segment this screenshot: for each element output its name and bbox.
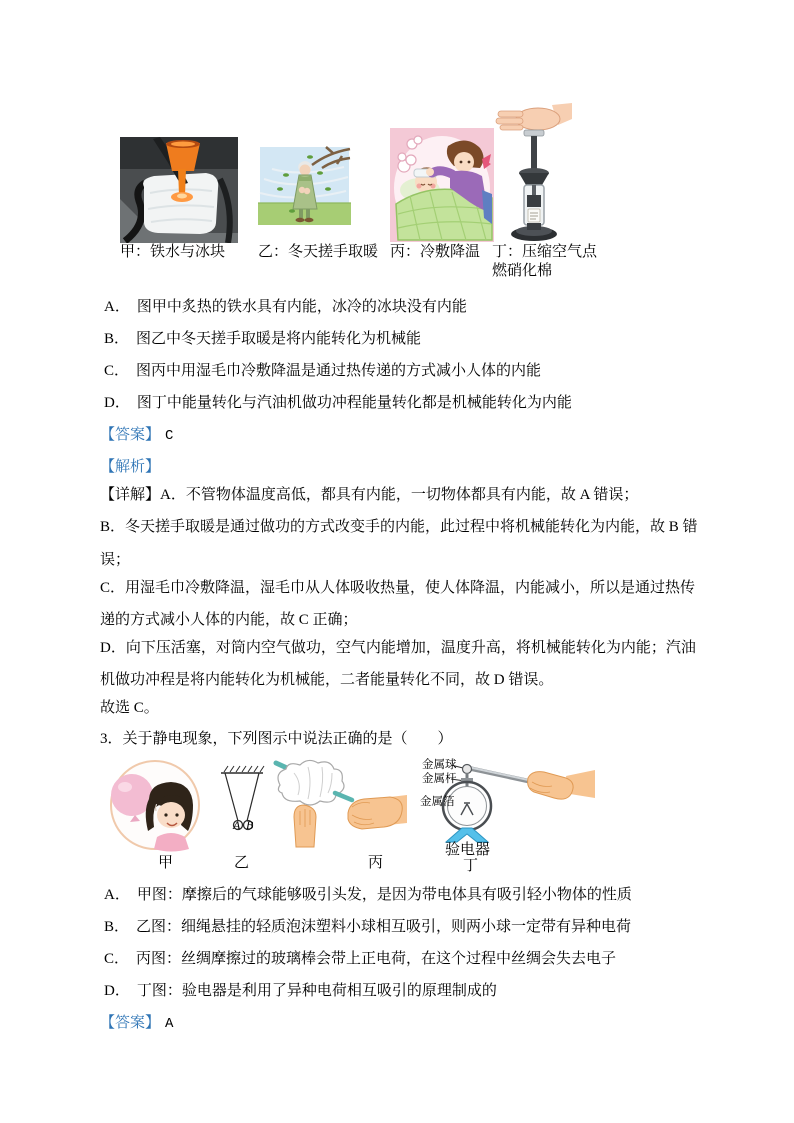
fire-syringe-icon: [492, 103, 572, 243]
q3-figure-label-bing: 丙: [368, 855, 384, 871]
q2-detail-line-6: D．向下压活塞，对筒内空气做功，空气内能增加，温度升高，将机械能转化为内能；汽油: [100, 640, 696, 656]
option-letter: A．: [104, 887, 130, 903]
option-text: 甲图：摩擦后的气球能够吸引头发，是因为带电体具有吸引轻小物体的性质: [136, 887, 632, 903]
option-letter: A．: [104, 299, 130, 315]
option-text: 图丁中能量转化与汽油机做功冲程能量转化都是机械能转化为内能: [136, 395, 572, 411]
q3-figure-label-ding: 丁: [463, 858, 479, 874]
question-number: 3．: [100, 731, 123, 747]
q2-option-c: [104, 361, 704, 381]
q2-figure-row: [100, 103, 694, 285]
figure-hanging-balls: [213, 761, 275, 837]
option-text: 丙图：丝绸摩擦过的玻璃棒会带上正电荷，在这个过程中丝绸会失去电子: [136, 951, 617, 967]
q3-option-b: [104, 917, 704, 937]
figure-electroscope: [420, 748, 595, 858]
electroscope-name-label: 验电器: [445, 842, 491, 858]
q2-option-a: [104, 297, 704, 317]
figure-rubbing-glass-rod: [272, 755, 407, 850]
figure-molten-iron-on-ice: [120, 137, 238, 243]
q2-option-d: [104, 393, 704, 413]
option-text: 丁图：验电器是利用了异种电荷相互吸引的原理制成的: [136, 983, 497, 999]
option-letter: D．: [104, 983, 130, 999]
option-text: 图甲中炙热的铁水具有内能，冰冷的冰块没有内能: [136, 299, 467, 315]
detail-label: 【详解】: [100, 487, 161, 503]
q3-stem: [100, 729, 700, 749]
cold-compress-cartoon-icon: [390, 128, 494, 242]
q2-conclusion: 故选 C。: [100, 700, 159, 716]
q2-option-b: [104, 329, 704, 349]
figure-cold-compress: [390, 128, 494, 242]
electroscope-metal-ball-label: 金属球: [422, 759, 457, 771]
q3-answer-line: [100, 1013, 700, 1034]
option-text: 图丙中用湿毛巾冷敷降温是通过热传递的方式减小人体的内能: [136, 363, 542, 379]
q2-analysis-line: [100, 457, 700, 477]
detail-text: A．不管物体温度高低，都具有内能，一切物体都具有内能，故 A 错误；: [160, 487, 639, 503]
q2-detail-line-3: 误；: [100, 552, 131, 568]
q2-detail-line-5: 递的方式减小人体的内能，故 C 正确；: [100, 612, 358, 628]
ball-a-label: A: [233, 818, 241, 832]
q3-figure-row: [95, 748, 600, 874]
figure-caption-ding-line2: 燃硝化棉: [492, 263, 553, 279]
hanging-balls-icon: [213, 761, 275, 837]
figure-rubbing-hands-winter: [258, 145, 351, 237]
electroscope-metal-rod-label: 金属杆: [422, 773, 457, 785]
option-letter: B．: [104, 919, 130, 935]
electroscope-metal-foil-label: 金属箔: [420, 796, 455, 808]
winter-wind-cartoon-icon: [258, 145, 351, 237]
figure-caption-bing: 丙：冷敷降温: [390, 244, 481, 260]
q2-detail-line-7: 机做功冲程是将内能转化为机械能，二者能量转化不同，故 D 错误。: [100, 672, 554, 688]
figure-caption-ding-line1: 丁：压缩空气点: [492, 244, 598, 260]
glass-rod-silk-icon: [272, 755, 407, 850]
analysis-label: 【解析】: [100, 459, 161, 475]
answer-label: 【答案】: [100, 427, 161, 443]
q3-figure-label-yi: 乙: [234, 855, 250, 871]
figure-balloon-girl: [105, 757, 205, 854]
q2-detail-line-1: [100, 485, 700, 505]
q3-option-d: [104, 981, 704, 1001]
figure-caption-jia: 甲：铁水与冰块: [120, 244, 226, 260]
figure-caption-yi: 乙：冬天搓手取暖: [258, 244, 379, 260]
option-text: 乙图：细绳悬挂的轻质泡沫塑料小球相互吸引，则两小球一定带有异种电荷: [136, 919, 632, 935]
answer-value: A: [165, 1016, 174, 1032]
q3-option-c: [104, 949, 704, 969]
answer-value: C: [165, 428, 174, 444]
molten-iron-photo-icon: [120, 137, 238, 243]
ball-b-label: B: [246, 818, 254, 832]
q3-figure-label-jia: 甲: [158, 855, 174, 871]
answer-label: 【答案】: [100, 1015, 161, 1031]
option-text: 图乙中冬天搓手取暖是将内能转化为机械能: [136, 331, 422, 347]
q2-detail-line-4: C．用湿毛巾冷敷降温，湿毛巾从人体吸收热量，使人体降温，内能减小，所以是通过热传: [100, 580, 696, 596]
q3-option-a: [104, 885, 704, 905]
q2-detail-line-2: B．冬天搓手取暖是通过做功的方式改变手的内能，此过程中将机械能转化为内能，故 B 错: [100, 519, 698, 535]
option-letter: D．: [104, 395, 130, 411]
q2-answer-line: [100, 425, 700, 446]
option-letter: C．: [104, 363, 130, 379]
option-letter: C．: [104, 951, 130, 967]
question-text: 关于静电现象，下列图示中说法正确的是（ ）: [122, 731, 453, 747]
option-letter: B．: [104, 331, 130, 347]
balloon-girl-icon: [105, 757, 205, 854]
figure-fire-syringe: [492, 103, 572, 243]
